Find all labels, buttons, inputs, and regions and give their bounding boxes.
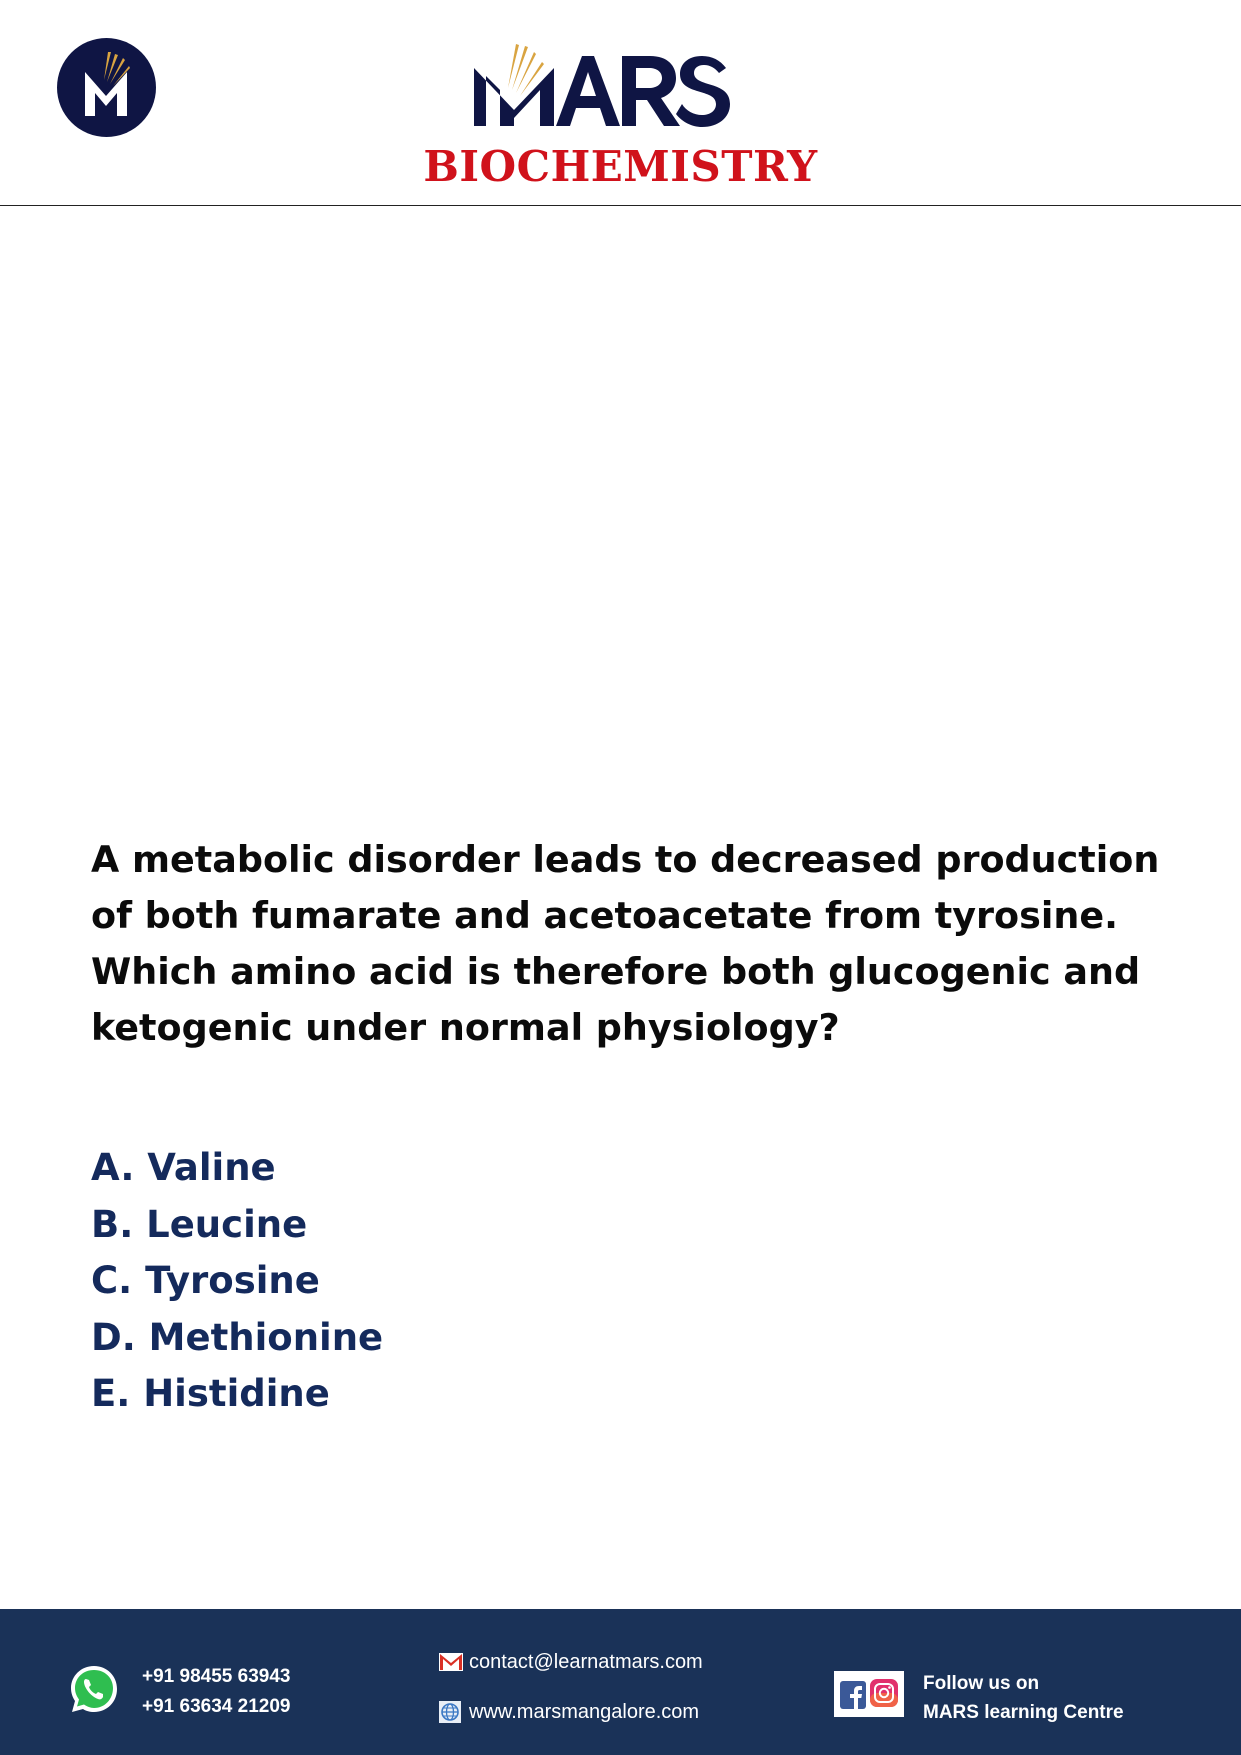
answer-options bbox=[91, 1140, 383, 1423]
phone-number-1[interactable]: +91 98455 63943 bbox=[142, 1666, 291, 1687]
mail-icon bbox=[439, 1653, 463, 1671]
phone-number-2[interactable]: +91 63634 21209 bbox=[142, 1696, 291, 1717]
option-e: E. Histidine bbox=[91, 1372, 330, 1415]
globe-icon bbox=[439, 1701, 461, 1723]
instagram-icon[interactable] bbox=[870, 1679, 898, 1707]
question-text: A metabolic disorder leads to decreased production of both fumarate and acetoacetate from tyrosine. Which amino acid is therefore both glucogenic and ketogenic under normal physiology? bbox=[91, 838, 1160, 1049]
footer-bar bbox=[0, 1609, 1241, 1755]
follow-us-text bbox=[923, 1669, 1124, 1727]
option-a: A. Valine bbox=[91, 1146, 276, 1189]
header-divider bbox=[0, 205, 1241, 206]
option-d: D. Methionine bbox=[91, 1315, 384, 1359]
email-link[interactable]: contact@learnatmars.com bbox=[469, 1651, 703, 1673]
subject-title bbox=[0, 142, 1241, 191]
option-b: B. Leucine bbox=[91, 1202, 308, 1246]
mars-wordmark-icon bbox=[470, 38, 730, 130]
m-emblem-icon bbox=[57, 38, 156, 137]
option-c: C. Tyrosine bbox=[91, 1259, 320, 1302]
whatsapp-icon bbox=[68, 1663, 120, 1715]
facebook-icon[interactable] bbox=[840, 1681, 866, 1709]
mars-wordmark-logo bbox=[470, 38, 730, 130]
website-link[interactable]: www.marsmangalore.com bbox=[469, 1701, 700, 1723]
mars-emblem-logo bbox=[57, 38, 156, 137]
follow-line-1: Follow us on bbox=[923, 1673, 1040, 1694]
follow-line-2: MARS learning Centre bbox=[923, 1702, 1124, 1723]
social-icons bbox=[834, 1671, 904, 1717]
phone-numbers bbox=[142, 1662, 290, 1722]
subject-title-text: BIOCHEMISTRY bbox=[423, 142, 818, 191]
